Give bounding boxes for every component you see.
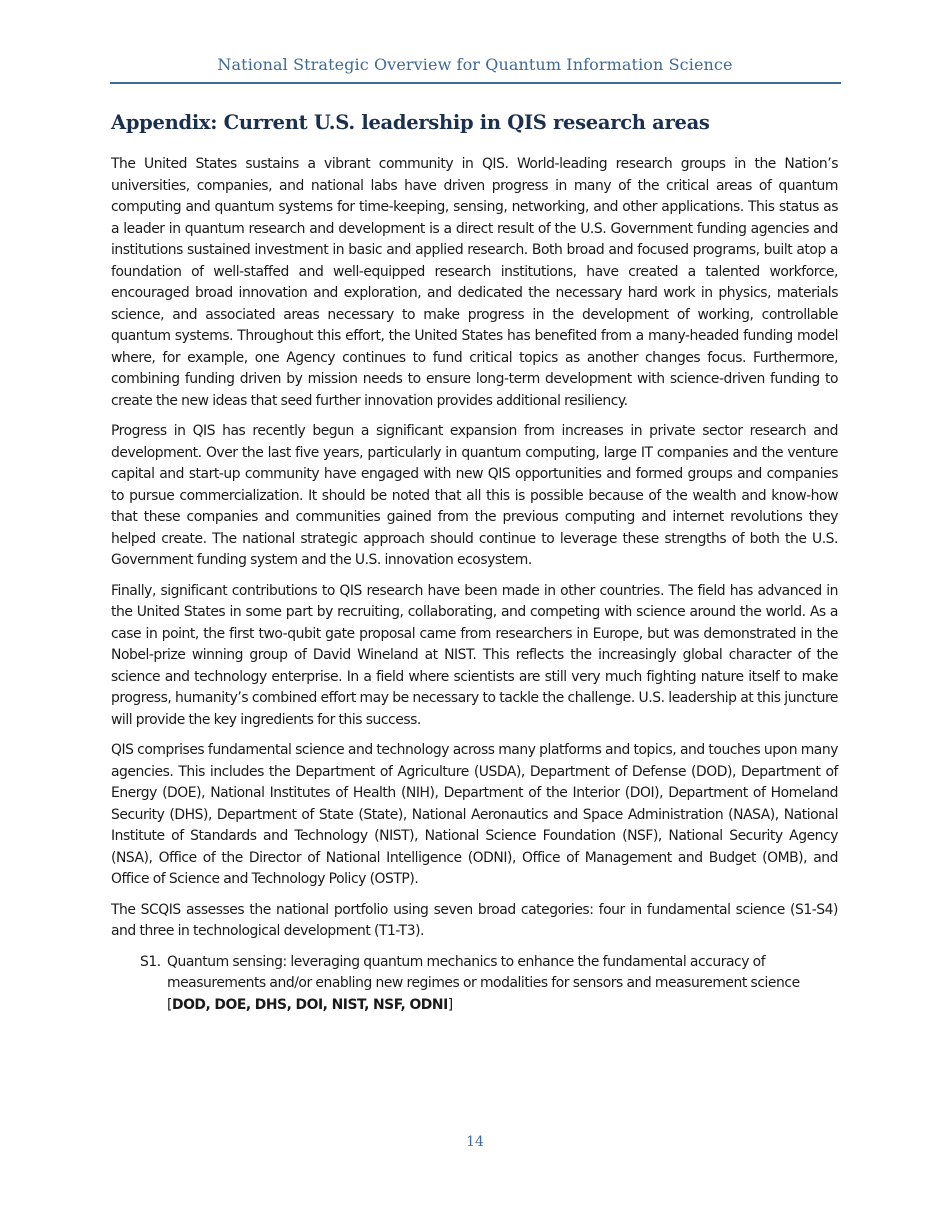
body-paragraph-2: Progress in QIS has recently begun a significant expansion from increases in private sector research and development. Over the last five years, particularly in quantum computing, large IT companies and the venture capital and start-up community have engaged with new QIS opportunities and formed groups and companies to pursue commercialization. It should be noted that all this is possible because of the wealth and know-how that these companies and communities gained from the previous computing and internet revolutions they helped create. The national strategic approach should continue to leverage these strengths of both the U.S. Government funding system and the U.S. innovation ecosystem.: [111, 423, 838, 568]
header-divider: [110, 82, 841, 84]
page-number: 14: [466, 1134, 484, 1150]
list-item-close-bracket: ]: [447, 996, 453, 1013]
list-item-agencies: DOD, DOE, DHS, DOI, NIST, NSF, ODNI: [171, 996, 448, 1013]
list-item-text: Quantum sensing: leveraging quantum mechanics to enhance the fundamental accuracy of measurements and/or enabling new regimes or modalities for sensors and measurement science [: [167, 953, 800, 1013]
running-header-title: National Strategic Overview for Quantum Information Science: [217, 55, 733, 74]
body-paragraph-4: QIS comprises fundamental science and technology across many platforms and topics, and touches upon many agencies. This includes the Department of Agriculture (USDA), Department of Defense (DOD), Department of Energy (DOE), National Institutes of Health (NIH), Department of the Interior (DOI), Department of Homeland Security (DHS), Department of State (State), National Aeronautics and Space Administration (NASA), National Institute of Standards and Technology (NIST), National Science Foundation (NSF), National Security Agency (NSA), Office of the Director of National Intelligence (ODNI), Office of Management and Budget (OMB), and Office of Science and Technology Policy (OSTP).: [111, 742, 838, 887]
category-list: [111, 952, 838, 1017]
section-title: Appendix: Current U.S. leadership in QIS research areas: [111, 111, 710, 134]
body-paragraph-3: Finally, significant contributions to QIS research have been made in other countries. The field has advanced in the United States in some part by recruiting, collaborating, and competing with science around the world. As a case in point, the first two-qubit gate proposal came from researchers in Europe, but was demonstrated in the Nobel-prize winning group of David Wineland at NIST. This reflects the increasingly global character of the science and technology enterprise. In a field where scientists are still very much fighting nature itself to make progress, humanity’s combined effort may be necessary to tackle the challenge. U.S. leadership at this juncture will provide the key ingredients for this success.: [111, 582, 838, 728]
list-item-body: [167, 952, 838, 1017]
list-item: [140, 952, 838, 1017]
list-item-label: S1.: [140, 953, 161, 970]
page-content: [111, 111, 838, 1016]
body-paragraph-5: The SCQIS assesses the national portfolio using seven broad categories: four in fundamental science (S1-S4) and three in technological development (T1-T3).: [111, 901, 838, 939]
body-paragraph-1: The United States sustains a vibrant community in QIS. World-leading research groups in the Nation’s universities, companies, and national labs have driven progress in many of the critical areas of quantum computing and quantum systems for time-keeping, sensing, networking, and other applications. This status as a leader in quantum research and development is a direct result of the U.S. Government funding agencies and institutions sustained investment in basic and applied research. Both broad and focused programs, built atop a foundation of well-staffed and well-equipped research institutions, have created a talented workforce, encouraged broad innovation and exploration, and dedicated the necessary hard work in physics, materials science, and associated areas necessary to make progress in the development of working, controllable quantum systems. Throughout this effort, the United States has benefited from a many-headed funding model where, for example, one Agency continues to fund critical topics as another changes focus. Furthermore, combining funding driven by mission needs to ensure long-term development with science-driven funding to create the new ideas that seed further innovation provides additional resiliency.: [111, 156, 838, 409]
